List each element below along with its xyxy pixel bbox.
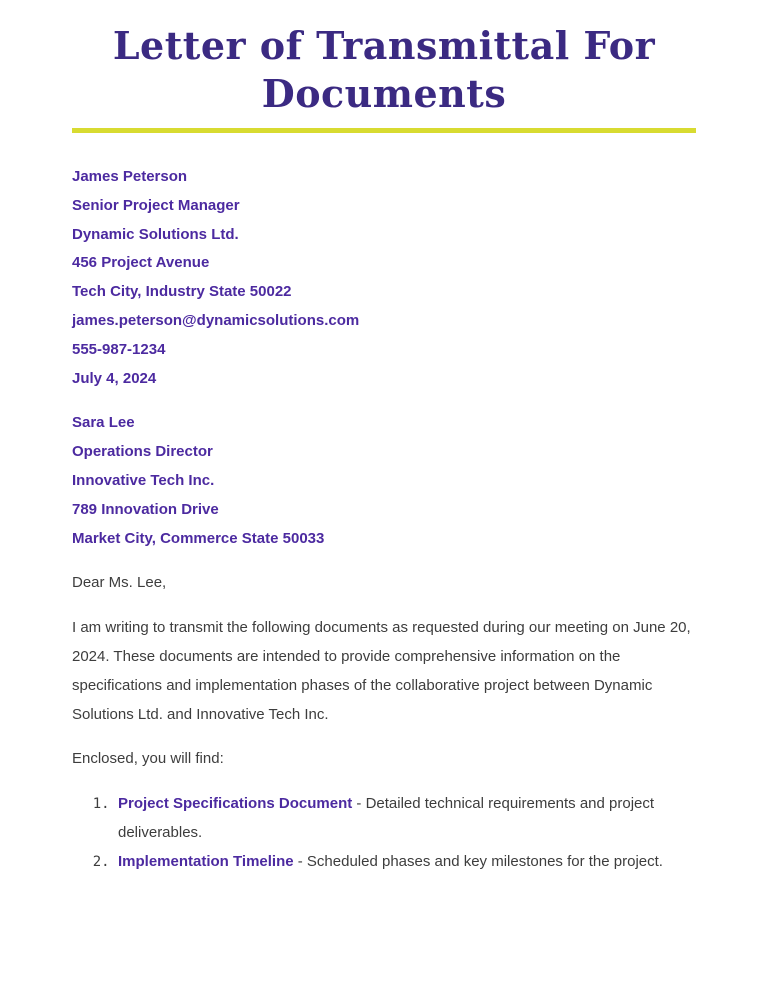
title-divider [72, 128, 696, 133]
sender-name: James Peterson [72, 168, 188, 185]
recipient-name: Sara Lee [72, 414, 135, 432]
letter-date: July 4, 2024 [72, 369, 157, 387]
enclosure-item-1 [118, 790, 696, 848]
sender-job-title: Senior Project Manager [72, 196, 240, 214]
sender-company: Dynamic Solutions Ltd. [72, 225, 239, 243]
document-title: Letter of Transmittal For Documents [112, 23, 656, 116]
recipient-block [72, 409, 696, 553]
sender-email: james.peterson@dynamicsolutions.com [72, 311, 360, 329]
salutation: Dear Ms. Lee, [72, 574, 167, 592]
sender-block [72, 163, 696, 393]
sender-street: 456 Project Avenue [72, 254, 210, 272]
enclosure-list [72, 790, 696, 876]
recipient-street: 789 Innovation Drive [72, 500, 219, 518]
enclosure-1-title: Project Specifications Document [118, 795, 353, 813]
enclosure-2-title: Implementation Timeline [118, 852, 294, 870]
sender-city-state-zip: Tech City, Industry State 50022 [72, 283, 292, 301]
recipient-city-state-zip: Market City, Commerce State 50033 [72, 529, 325, 547]
intro-paragraph: I am writing to transmit the following documents as requested during our meeting on June 20, 2024. These documents are intended to provide comprehensive information on the specifications and implementation phases of the collaborative project between Dynamic Solutions Ltd. and Innovative Tech Inc. [72, 619, 691, 723]
enclosed-intro: Enclosed, you will find: [72, 750, 224, 768]
enclosure-item-2 [118, 848, 696, 877]
enclosure-2-description: - Scheduled phases and key milestones for the project. [293, 852, 663, 870]
recipient-job-title: Operations Director [72, 443, 213, 461]
enclosure-1-description: - Detailed technical requirements and project deliverables. [118, 795, 655, 841]
recipient-company: Innovative Tech Inc. [72, 471, 215, 489]
sender-phone: 555-987-1234 [72, 340, 166, 358]
